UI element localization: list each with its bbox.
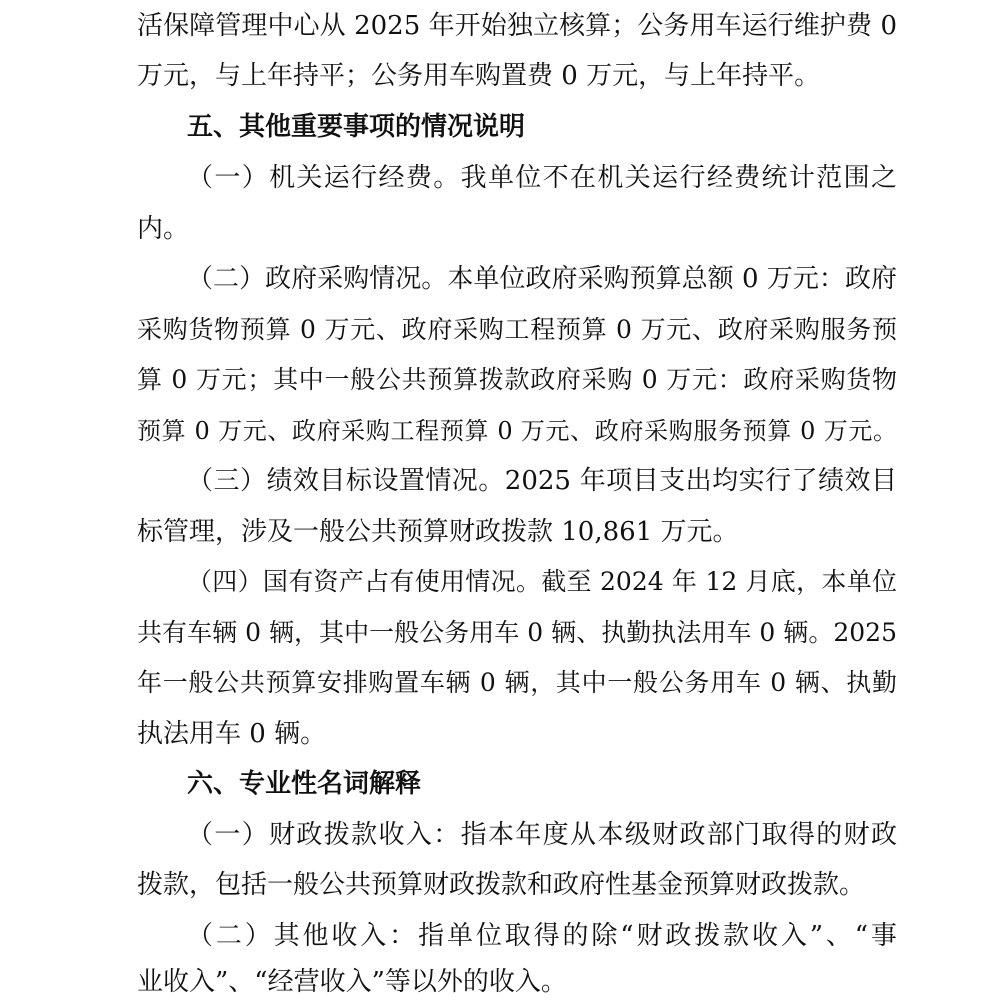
- paragraph-line: 算 0 万元；其中一般公共预算拨款政府采购 0 万元：政府采购货物: [137, 365, 897, 394]
- paragraph-line: 采购货物预算 0 万元、政府采购工程预算 0 万元、政府采购服务预: [137, 315, 897, 344]
- paragraph-line: 内。: [137, 214, 190, 244]
- paragraph-line: [187, 916, 897, 956]
- item-text: 截至 2024 年 12 月底，本单位: [541, 567, 897, 596]
- item-lead: （二）其他收入：: [187, 921, 419, 951]
- paragraph-line: [187, 815, 897, 855]
- paragraph-line: [187, 259, 897, 299]
- item-text: 我单位不在机关运行经费统计范围之: [460, 163, 897, 193]
- paragraph-line: 年一般公共预算安排购置车辆 0 辆，其中一般公务用车 0 辆、执勤: [137, 668, 897, 697]
- item-text: 本单位政府采购预算总额 0 万元：政府: [447, 264, 897, 294]
- item-lead: （一）机关运行经费。: [187, 163, 461, 193]
- paragraph-line: [187, 461, 897, 501]
- paragraph-line: 拨款，包括一般公共预算财政拨款和政府性基金预算财政拨款。: [137, 870, 866, 900]
- paragraph-line: 万元，与上年持平；公务用车购置费 0 万元，与上年持平。: [137, 61, 821, 91]
- paragraph-line: 标管理，涉及一般公共预算财政拨款 10,861 万元。: [137, 517, 739, 547]
- paragraph-line: [187, 158, 897, 198]
- paragraph-line: 预算 0 万元、政府采购工程预算 0 万元、政府采购服务预算 0 万元。: [137, 417, 897, 445]
- item-lead: （一）财政拨款收入：: [187, 820, 461, 850]
- paragraph-line: 共有车辆 0 辆，其中一般公务用车 0 辆、执勤执法用车 0 辆。2025: [137, 618, 897, 647]
- section-heading: 五、其他重要事项的情况说明: [187, 112, 526, 142]
- item-lead: （三）绩效目标设置情况。: [187, 466, 505, 496]
- paragraph-line: 活保障管理中心从 2025 年开始独立核算；公务用车运行维护费 0: [137, 11, 897, 41]
- item-text: 指本年度从本级财政部门取得的财政: [460, 820, 897, 850]
- item-lead: （二）政府采购情况。: [187, 264, 448, 294]
- paragraph-line: 业收入”、“经营收入”等以外的收入。: [137, 967, 567, 997]
- item-text: 指单位取得的除“财政拨款收入”、“事: [418, 921, 897, 951]
- item-lead: （四）国有资产占有使用情况。: [187, 567, 542, 596]
- paragraph-line: 执法用车 0 辆。: [137, 719, 327, 749]
- section-heading: 六、专业性名词解释: [187, 769, 422, 799]
- item-text: 2025 年项目支出均实行了绩效目: [504, 466, 897, 496]
- paragraph-line: [187, 562, 897, 602]
